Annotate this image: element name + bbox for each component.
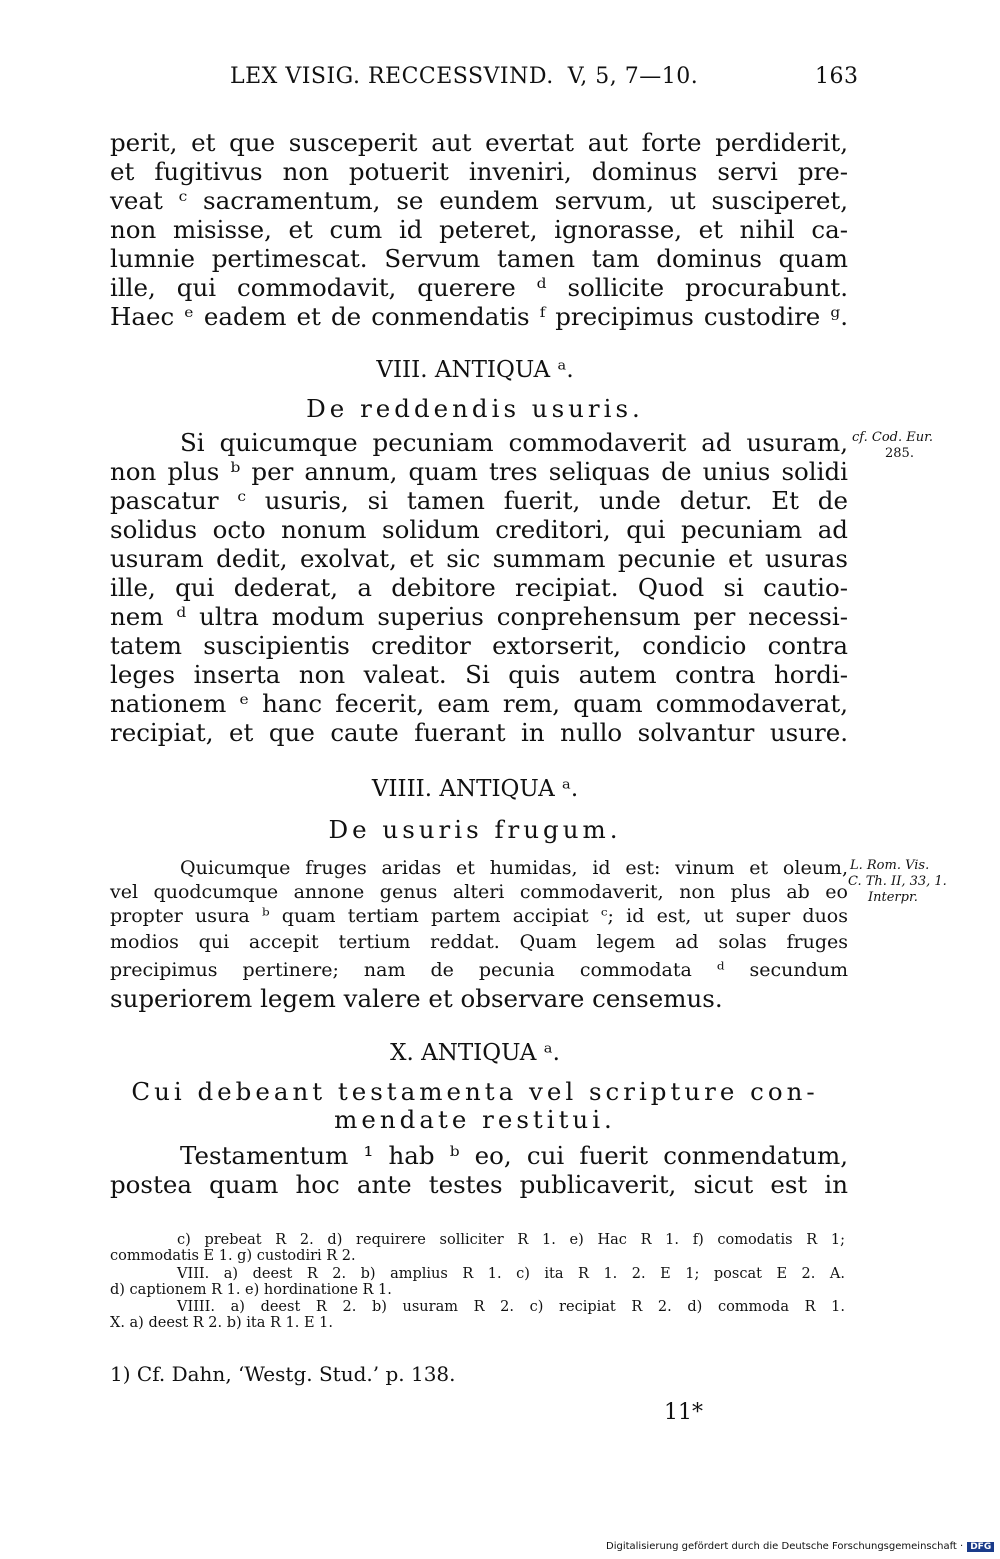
text-line: Quicumque fruges aridas et humidas, id est: vinum et oleum, [180, 857, 848, 879]
section-title-x: Cui debeant testamenta vel scripture con- [131, 1077, 819, 1106]
text-line: perit, et que susceperit aut evertat aut forte perdiderit, [110, 128, 848, 157]
text-line: veat ᶜ sacramentum, se eundem servum, ut susciperet, [110, 186, 848, 215]
text-line: lumnie pertimescat. Servum tamen tam dominus quam [110, 244, 848, 273]
text-line: Testamentum ¹ hab ᵇ eo, cui fuerit conmendatum, [180, 1141, 848, 1170]
text-line: et fugitivus non potuerit inveniri, dominus servi pre- [110, 157, 848, 186]
text-line: recipiat, et que caute fuerant in nullo solvantur usure. [110, 718, 848, 747]
text-line: modios qui accepit tertium reddat. Quam legem ad solas fruges [110, 931, 848, 953]
header-section: V, 5, 7—10. [567, 64, 699, 89]
text-line: leges inserta non valeat. Si quis autem contra hordi- [110, 660, 848, 689]
text-line: pascatur ᶜ usuris, si tamen fuerit, unde detur. Et de [110, 486, 848, 515]
text-line: postea quam hoc ante testes publicaverit, sicut est in [110, 1170, 848, 1199]
text-line: ille, qui commodavit, querere ᵈ sollicite procurabunt. [110, 273, 848, 302]
apparatus-note: VIII. a) deest R 2. b) amplius R 1. c) ita R 1. 2. E 1; poscat E 2. A. [177, 1266, 845, 1282]
section-heading-viiii: VIIII. ANTIQUA ᵃ. [371, 776, 579, 802]
text-line: Haec ᵉ eadem et de conmendatis ᶠ precipimus custodire ᵍ. [110, 302, 848, 331]
apparatus-note: c) prebeat R 2. d) requirere solliciter R 1. e) Hac R 1. f) comodatis R 1; [177, 1232, 845, 1248]
text-line: non plus ᵇ per annum, quam tres seliquas de unius solidi [110, 457, 848, 486]
section-title-viii: De reddendis usuris. [306, 394, 644, 423]
signature-mark: 11* [664, 1400, 703, 1425]
section-heading-x: X. ANTIQUA ᵃ. [390, 1040, 560, 1066]
credit-text: Digitalisierung gefördert durch die Deutsche Forschungsgemeinschaft · [606, 1541, 964, 1552]
text-line: nem ᵈ ultra modum superius conprehensum per necessi- [110, 602, 848, 631]
apparatus-note: VIIII. a) deest R 2. b) usuram R 2. c) recipiat R 2. d) commoda R 1. [177, 1299, 845, 1315]
apparatus-note: X. a) deest R 2. b) ita R 1. E 1. [110, 1315, 334, 1331]
text-line: tatem suscipientis creditor extorserit, condicio contra [110, 631, 848, 660]
margin-reference: C. Th. II, 33, 1. [848, 874, 947, 889]
text-line: usuram dedit, exolvat, et sic summam pecunie et usuras [110, 544, 848, 573]
section-heading-viii: VIII. ANTIQUA ᵃ. [376, 357, 574, 383]
dfg-logo: DFG [967, 1542, 994, 1552]
margin-reference: Interpr. [868, 890, 918, 905]
text-line: nationem ᵉ hanc fecerit, eam rem, quam commodaverat, [110, 689, 848, 718]
footnote: 1) Cf. Dahn, ‘Westg. Stud.’ p. 138. [110, 1362, 456, 1386]
apparatus-note: commodatis E 1. g) custodiri R 2. [110, 1248, 356, 1264]
digitization-credit [606, 1541, 994, 1552]
page-number: 163 [815, 64, 859, 89]
text-line: vel quodcumque annone genus alteri commodaverit, non plus ab eo [110, 881, 848, 903]
text-line: precipimus pertinere; nam de pecunia commodata ᵈ secundum [110, 959, 848, 981]
section-title-x-cont: mendate restitui. [334, 1105, 616, 1134]
text-line: propter usura ᵇ quam tertiam partem accipiat ᶜ; id est, ut super duos [110, 905, 848, 927]
text-line: Si quicumque pecuniam commodaverit ad usuram, [180, 428, 848, 457]
margin-reference-number: 285. [885, 446, 914, 461]
header-title: LEX VISIG. RECCESSVIND. [230, 64, 554, 89]
text-line: solidus octo nonum solidum creditori, qui pecuniam ad [110, 515, 848, 544]
apparatus-note: d) captionem R 1. e) hordinatione R 1. [110, 1282, 392, 1298]
text-line: non misisse, et cum id peteret, ignorasse, et nihil ca- [110, 215, 848, 244]
margin-reference: L. Rom. Vis. [850, 858, 930, 873]
running-header [230, 64, 859, 89]
text-line: ille, qui dederat, a debitore recipiat. Quod si cautio- [110, 573, 848, 602]
margin-reference: cf. Cod. Eur. [852, 430, 934, 445]
text-line: superiorem legem valere et observare censemus. [110, 984, 723, 1013]
section-title-viiii: De usuris frugum. [328, 815, 622, 844]
